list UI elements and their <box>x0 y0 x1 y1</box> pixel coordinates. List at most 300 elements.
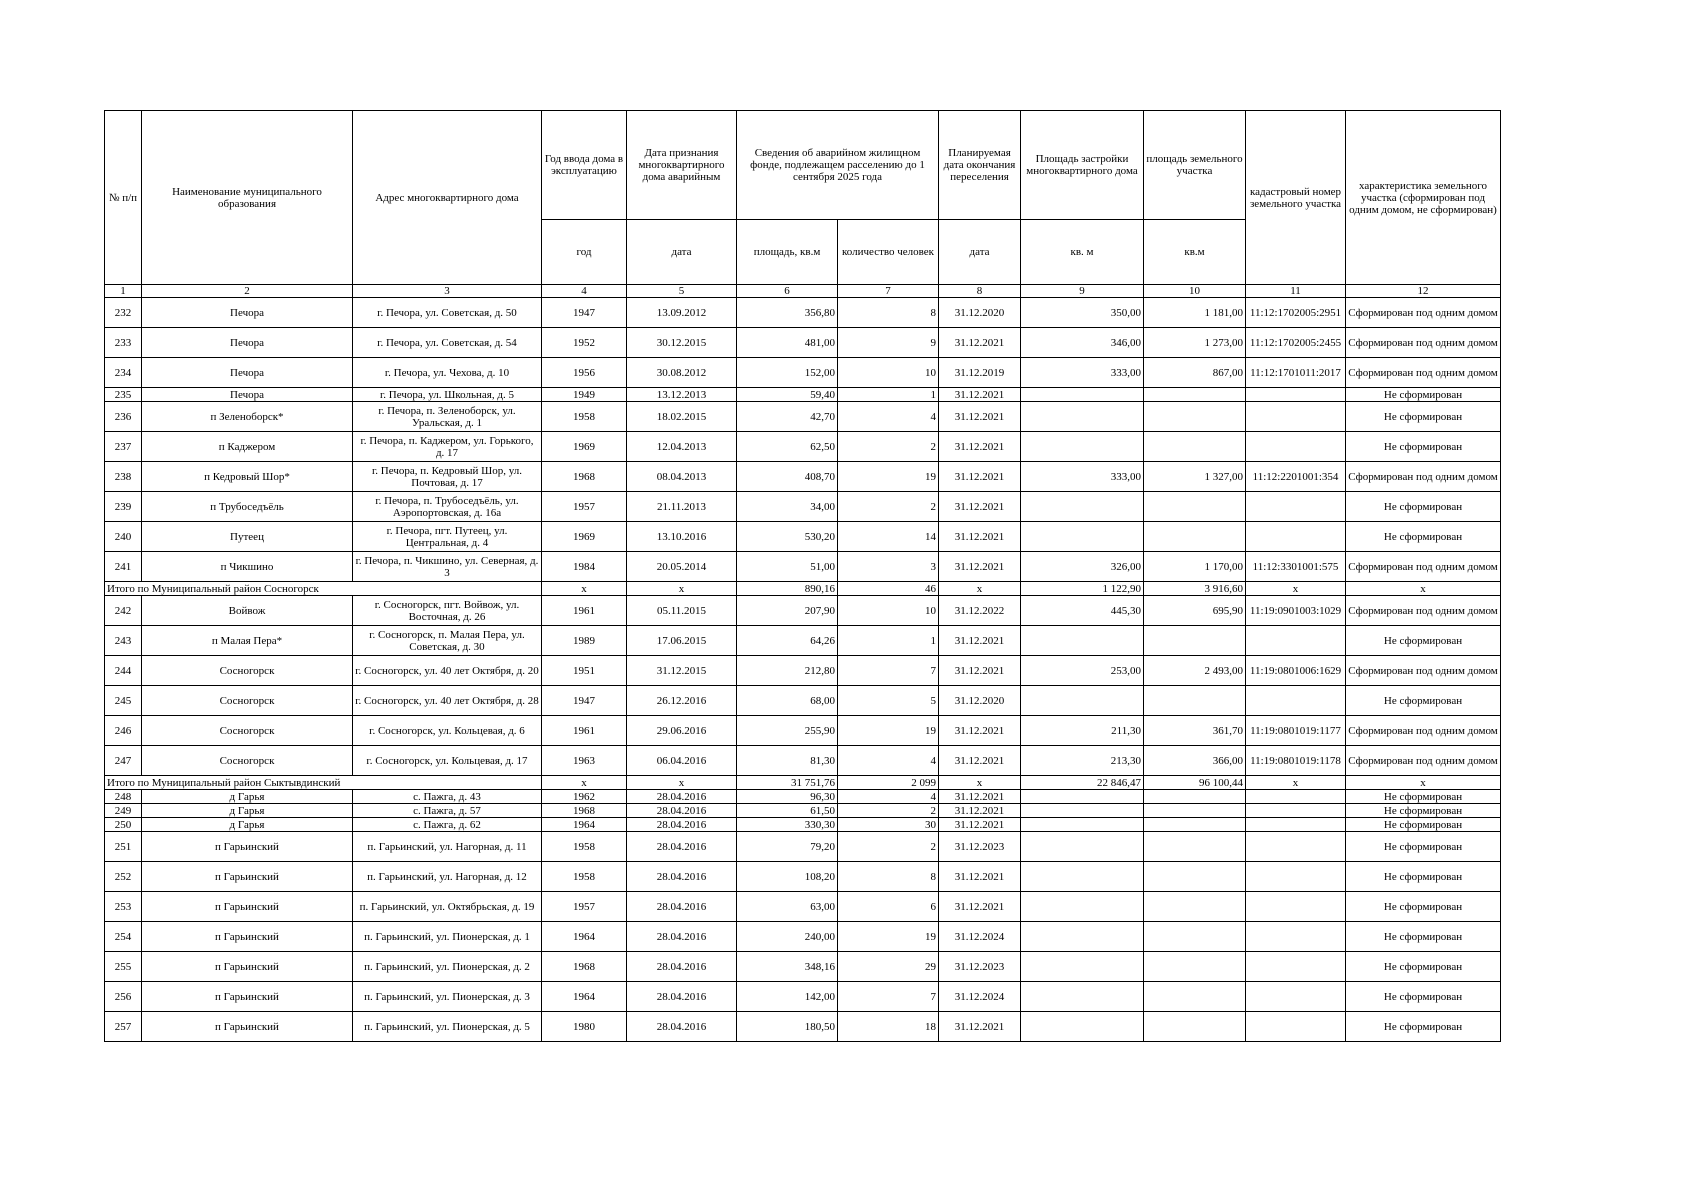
area-cell: 180,50 <box>737 1012 838 1042</box>
land-area-cell: 361,70 <box>1144 716 1246 746</box>
year-cell: 1957 <box>542 492 627 522</box>
header-land-char: характеристика земельного участка (сформирован под одним домом, не сформирован) <box>1346 111 1501 285</box>
area-cell: 348,16 <box>737 952 838 982</box>
land-area-cell <box>1144 402 1246 432</box>
planned-date-cell: 31.12.2023 <box>939 832 1021 862</box>
address-cell: п. Гарьинский, ул. Октябрьская, д. 19 <box>353 892 542 922</box>
row-number: 242 <box>105 596 142 626</box>
total-cell: x <box>1246 776 1346 790</box>
table-row <box>105 522 1501 552</box>
land-area-cell <box>1144 818 1246 832</box>
cadastral-cell: 11:12:1702005:2455 <box>1246 328 1346 358</box>
land-char-cell: Сформирован под одним домом <box>1346 462 1501 492</box>
row-number: 238 <box>105 462 142 492</box>
year-cell: 1984 <box>542 552 627 582</box>
people-cell: 4 <box>838 790 939 804</box>
row-number: 241 <box>105 552 142 582</box>
total-cell: 96 100,44 <box>1144 776 1246 790</box>
date-cell: 06.04.2016 <box>627 746 737 776</box>
build-area-cell <box>1021 982 1144 1012</box>
municipality-cell: д Гарья <box>142 790 353 804</box>
date-cell: 26.12.2016 <box>627 686 737 716</box>
table-row <box>105 298 1501 328</box>
municipality-cell: п Зеленоборск* <box>142 402 353 432</box>
area-cell: 34,00 <box>737 492 838 522</box>
people-cell: 4 <box>838 746 939 776</box>
year-cell: 1952 <box>542 328 627 358</box>
header-planned-end: Планируемая дата окончания переселения <box>939 111 1021 220</box>
planned-date-cell: 31.12.2021 <box>939 892 1021 922</box>
row-number: 239 <box>105 492 142 522</box>
header-build-area: Площадь застройки многоквартирного дома <box>1021 111 1144 220</box>
land-area-cell: 1 273,00 <box>1144 328 1246 358</box>
land-area-cell: 1 170,00 <box>1144 552 1246 582</box>
planned-date-cell: 31.12.2021 <box>939 804 1021 818</box>
table-row <box>105 892 1501 922</box>
cadastral-cell: 11:19:0801006:1629 <box>1246 656 1346 686</box>
area-cell: 63,00 <box>737 892 838 922</box>
date-cell: 28.04.2016 <box>627 952 737 982</box>
land-char-cell: Сформирован под одним домом <box>1346 656 1501 686</box>
area-cell: 142,00 <box>737 982 838 1012</box>
total-cell: 3 916,60 <box>1144 582 1246 596</box>
date-cell: 13.10.2016 <box>627 522 737 552</box>
people-cell: 2 <box>838 492 939 522</box>
planned-date-cell: 31.12.2023 <box>939 952 1021 982</box>
year-cell: 1964 <box>542 922 627 952</box>
cadastral-cell: 11:12:3301001:575 <box>1246 552 1346 582</box>
people-cell: 1 <box>838 626 939 656</box>
row-number: 233 <box>105 328 142 358</box>
row-number: 257 <box>105 1012 142 1042</box>
planned-date-cell: 31.12.2022 <box>939 596 1021 626</box>
land-char-cell: Не сформирован <box>1346 922 1501 952</box>
year-cell: 1969 <box>542 522 627 552</box>
address-cell: г. Сосногорск, ул. 40 лет Октября, д. 28 <box>353 686 542 716</box>
land-char-cell: Сформирован под одним домом <box>1346 298 1501 328</box>
subheader-year: год <box>542 220 627 285</box>
date-cell: 30.08.2012 <box>627 358 737 388</box>
planned-date-cell: 31.12.2024 <box>939 922 1021 952</box>
land-area-cell <box>1144 686 1246 716</box>
date-cell: 21.11.2013 <box>627 492 737 522</box>
people-cell: 4 <box>838 402 939 432</box>
land-area-cell <box>1144 522 1246 552</box>
address-cell: г. Печора, п. Чикшино, ул. Северная, д. 3 <box>353 552 542 582</box>
total-cell: 890,16 <box>737 582 838 596</box>
column-number: 7 <box>838 285 939 298</box>
build-area-cell: 346,00 <box>1021 328 1144 358</box>
land-area-cell: 366,00 <box>1144 746 1246 776</box>
table-row <box>105 596 1501 626</box>
total-cell: 31 751,76 <box>737 776 838 790</box>
address-cell: п. Гарьинский, ул. Пионерская, д. 2 <box>353 952 542 982</box>
municipality-cell: п Гарьинский <box>142 892 353 922</box>
people-cell: 6 <box>838 892 939 922</box>
year-cell: 1968 <box>542 804 627 818</box>
area-cell: 68,00 <box>737 686 838 716</box>
address-cell: г. Сосногорск, ул. Кольцевая, д. 6 <box>353 716 542 746</box>
land-char-cell: Сформирован под одним домом <box>1346 328 1501 358</box>
cadastral-cell <box>1246 862 1346 892</box>
municipality-cell: п Чикшино <box>142 552 353 582</box>
table-row <box>105 790 1501 804</box>
address-cell: п. Гарьинский, ул. Пионерская, д. 5 <box>353 1012 542 1042</box>
people-cell: 1 <box>838 388 939 402</box>
area-cell: 59,40 <box>737 388 838 402</box>
area-cell: 62,50 <box>737 432 838 462</box>
cadastral-cell: 11:12:1701011:2017 <box>1246 358 1346 388</box>
build-area-cell <box>1021 922 1144 952</box>
people-cell: 7 <box>838 982 939 1012</box>
year-cell: 1958 <box>542 832 627 862</box>
cadastral-cell <box>1246 804 1346 818</box>
cadastral-cell <box>1246 1012 1346 1042</box>
land-char-cell: Не сформирован <box>1346 402 1501 432</box>
planned-date-cell: 31.12.2021 <box>939 790 1021 804</box>
planned-date-cell: 31.12.2021 <box>939 402 1021 432</box>
table-row <box>105 952 1501 982</box>
subheader-date: дата <box>627 220 737 285</box>
planned-date-cell: 31.12.2019 <box>939 358 1021 388</box>
land-area-cell: 1 181,00 <box>1144 298 1246 328</box>
table-row <box>105 746 1501 776</box>
table-row <box>105 1012 1501 1042</box>
people-cell: 18 <box>838 1012 939 1042</box>
municipality-cell: п Гарьинский <box>142 1012 353 1042</box>
planned-date-cell: 31.12.2021 <box>939 1012 1021 1042</box>
total-cell: 1 122,90 <box>1021 582 1144 596</box>
people-cell: 7 <box>838 656 939 686</box>
address-cell: п. Гарьинский, ул. Нагорная, д. 12 <box>353 862 542 892</box>
total-cell: x <box>1346 776 1501 790</box>
row-number: 255 <box>105 952 142 982</box>
area-cell: 408,70 <box>737 462 838 492</box>
date-cell: 28.04.2016 <box>627 790 737 804</box>
cadastral-cell <box>1246 388 1346 402</box>
row-number: 234 <box>105 358 142 388</box>
cadastral-cell <box>1246 790 1346 804</box>
build-area-cell <box>1021 626 1144 656</box>
date-cell: 28.04.2016 <box>627 862 737 892</box>
column-number: 1 <box>105 285 142 298</box>
land-char-cell: Не сформирован <box>1346 522 1501 552</box>
land-area-cell: 1 327,00 <box>1144 462 1246 492</box>
area-cell: 81,30 <box>737 746 838 776</box>
land-char-cell: Не сформирован <box>1346 804 1501 818</box>
people-cell: 8 <box>838 298 939 328</box>
row-number: 232 <box>105 298 142 328</box>
total-label: Итого по Муниципальный район Сосногорск <box>105 582 542 596</box>
build-area-cell <box>1021 818 1144 832</box>
total-cell: x <box>627 776 737 790</box>
table-row <box>105 402 1501 432</box>
cadastral-cell: 11:19:0801019:1177 <box>1246 716 1346 746</box>
row-number: 247 <box>105 746 142 776</box>
year-cell: 1968 <box>542 952 627 982</box>
subheader-people: количество человек <box>838 220 939 285</box>
date-cell: 13.12.2013 <box>627 388 737 402</box>
table-row <box>105 656 1501 686</box>
land-char-cell: Не сформирован <box>1346 790 1501 804</box>
build-area-cell: 253,00 <box>1021 656 1144 686</box>
row-number: 253 <box>105 892 142 922</box>
cadastral-cell <box>1246 952 1346 982</box>
build-area-cell <box>1021 892 1144 922</box>
build-area-cell <box>1021 402 1144 432</box>
address-cell: г. Печора, пгт. Путеец, ул. Центральная, д. 4 <box>353 522 542 552</box>
municipality-cell: Печора <box>142 328 353 358</box>
planned-date-cell: 31.12.2020 <box>939 686 1021 716</box>
area-cell: 64,26 <box>737 626 838 656</box>
land-char-cell: Не сформирован <box>1346 388 1501 402</box>
cadastral-cell <box>1246 626 1346 656</box>
area-cell: 356,80 <box>737 298 838 328</box>
land-area-cell <box>1144 952 1246 982</box>
date-cell: 05.11.2015 <box>627 596 737 626</box>
table-row <box>105 922 1501 952</box>
table-row <box>105 818 1501 832</box>
land-area-cell <box>1144 982 1246 1012</box>
land-area-cell <box>1144 388 1246 402</box>
municipality-cell: Печора <box>142 298 353 328</box>
municipality-cell: Сосногорск <box>142 746 353 776</box>
build-area-cell <box>1021 686 1144 716</box>
build-area-cell <box>1021 522 1144 552</box>
header-npp: № п/п <box>105 111 142 285</box>
build-area-cell: 333,00 <box>1021 462 1144 492</box>
planned-date-cell: 31.12.2024 <box>939 982 1021 1012</box>
planned-date-cell: 31.12.2021 <box>939 522 1021 552</box>
cadastral-cell: 11:12:2201001:354 <box>1246 462 1346 492</box>
row-number: 236 <box>105 402 142 432</box>
people-cell: 19 <box>838 462 939 492</box>
row-number: 250 <box>105 818 142 832</box>
address-cell: с. Пажга, д. 57 <box>353 804 542 818</box>
year-cell: 1968 <box>542 462 627 492</box>
total-cell: x <box>627 582 737 596</box>
address-cell: г. Сосногорск, ул. Кольцевая, д. 17 <box>353 746 542 776</box>
address-cell: г. Печора, п. Зеленоборск, ул. Уральская, д. 1 <box>353 402 542 432</box>
address-cell: г. Печора, п. Кедровый Шор, ул. Почтовая, д. 17 <box>353 462 542 492</box>
planned-date-cell: 31.12.2020 <box>939 298 1021 328</box>
land-char-cell: Не сформирован <box>1346 432 1501 462</box>
people-cell: 19 <box>838 716 939 746</box>
year-cell: 1964 <box>542 982 627 1012</box>
municipality-cell: п Каджером <box>142 432 353 462</box>
land-area-cell: 695,90 <box>1144 596 1246 626</box>
year-cell: 1989 <box>542 626 627 656</box>
row-number: 240 <box>105 522 142 552</box>
area-cell: 255,90 <box>737 716 838 746</box>
table-row <box>105 432 1501 462</box>
address-cell: п. Гарьинский, ул. Пионерская, д. 1 <box>353 922 542 952</box>
build-area-cell <box>1021 790 1144 804</box>
header-emergency-fund: Сведения об аварийном жилищном фонде, подлежащем расселению до 1 сентября 2025 года <box>737 111 939 220</box>
area-cell: 61,50 <box>737 804 838 818</box>
row-number: 246 <box>105 716 142 746</box>
row-number: 249 <box>105 804 142 818</box>
year-cell: 1980 <box>542 1012 627 1042</box>
address-cell: п. Гарьинский, ул. Пионерская, д. 3 <box>353 982 542 1012</box>
row-number: 237 <box>105 432 142 462</box>
subheader-sqm: кв. м <box>1021 220 1144 285</box>
cadastral-cell <box>1246 402 1346 432</box>
year-cell: 1957 <box>542 892 627 922</box>
date-cell: 30.12.2015 <box>627 328 737 358</box>
column-number-row <box>105 285 1501 298</box>
year-cell: 1956 <box>542 358 627 388</box>
cadastral-cell <box>1246 686 1346 716</box>
municipality-cell: п Гарьинский <box>142 982 353 1012</box>
address-cell: с. Пажга, д. 62 <box>353 818 542 832</box>
people-cell: 5 <box>838 686 939 716</box>
land-area-cell <box>1144 892 1246 922</box>
area-cell: 530,20 <box>737 522 838 552</box>
year-cell: 1969 <box>542 432 627 462</box>
cadastral-cell <box>1246 818 1346 832</box>
column-number: 11 <box>1246 285 1346 298</box>
build-area-cell <box>1021 862 1144 892</box>
land-char-cell: Не сформирован <box>1346 832 1501 862</box>
land-area-cell <box>1144 432 1246 462</box>
land-char-cell: Сформирован под одним домом <box>1346 746 1501 776</box>
date-cell: 18.02.2015 <box>627 402 737 432</box>
municipality-cell: Сосногорск <box>142 716 353 746</box>
planned-date-cell: 31.12.2021 <box>939 716 1021 746</box>
municipality-cell: п Малая Пера* <box>142 626 353 656</box>
area-cell: 42,70 <box>737 402 838 432</box>
header-municipality: Наименование муниципального образования <box>142 111 353 285</box>
column-number: 8 <box>939 285 1021 298</box>
planned-date-cell: 31.12.2021 <box>939 462 1021 492</box>
table-row <box>105 388 1501 402</box>
cadastral-cell <box>1246 492 1346 522</box>
planned-date-cell: 31.12.2021 <box>939 328 1021 358</box>
table-row <box>105 832 1501 862</box>
land-area-cell <box>1144 492 1246 522</box>
land-char-cell: Не сформирован <box>1346 892 1501 922</box>
date-cell: 20.05.2014 <box>627 552 737 582</box>
land-char-cell: Не сформирован <box>1346 862 1501 892</box>
date-cell: 29.06.2016 <box>627 716 737 746</box>
date-cell: 28.04.2016 <box>627 832 737 862</box>
date-cell: 28.04.2016 <box>627 818 737 832</box>
year-cell: 1964 <box>542 818 627 832</box>
build-area-cell: 326,00 <box>1021 552 1144 582</box>
row-number: 256 <box>105 982 142 1012</box>
address-cell: г. Печора, ул. Советская, д. 50 <box>353 298 542 328</box>
address-cell: г. Печора, ул. Чехова, д. 10 <box>353 358 542 388</box>
subheader-date2: дата <box>939 220 1021 285</box>
municipality-cell: д Гарья <box>142 804 353 818</box>
build-area-cell <box>1021 832 1144 862</box>
municipality-cell: Сосногорск <box>142 656 353 686</box>
people-cell: 29 <box>838 952 939 982</box>
address-cell: г. Печора, ул. Школьная, д. 5 <box>353 388 542 402</box>
year-cell: 1951 <box>542 656 627 686</box>
people-cell: 2 <box>838 432 939 462</box>
date-cell: 08.04.2013 <box>627 462 737 492</box>
table-row <box>105 982 1501 1012</box>
address-cell: г. Печора, п. Трубоседъёль, ул. Аэропортовская, д. 16а <box>353 492 542 522</box>
total-cell: x <box>939 582 1021 596</box>
total-cell: 2 099 <box>838 776 939 790</box>
column-number: 10 <box>1144 285 1246 298</box>
planned-date-cell: 31.12.2021 <box>939 492 1021 522</box>
table-row <box>105 492 1501 522</box>
land-area-cell <box>1144 804 1246 818</box>
year-cell: 1963 <box>542 746 627 776</box>
table-row <box>105 804 1501 818</box>
build-area-cell: 333,00 <box>1021 358 1144 388</box>
cadastral-cell <box>1246 832 1346 862</box>
land-char-cell: Не сформирован <box>1346 1012 1501 1042</box>
people-cell: 14 <box>838 522 939 552</box>
year-cell: 1962 <box>542 790 627 804</box>
column-number: 5 <box>627 285 737 298</box>
row-number: 248 <box>105 790 142 804</box>
total-cell: 22 846,47 <box>1021 776 1144 790</box>
planned-date-cell: 31.12.2021 <box>939 656 1021 686</box>
row-number: 251 <box>105 832 142 862</box>
cadastral-cell: 11:19:0901003:1029 <box>1246 596 1346 626</box>
land-area-cell: 2 493,00 <box>1144 656 1246 686</box>
year-cell: 1958 <box>542 402 627 432</box>
municipality-cell: Печора <box>142 358 353 388</box>
cadastral-cell <box>1246 982 1346 1012</box>
municipality-cell: п Гарьинский <box>142 922 353 952</box>
table-row <box>105 626 1501 656</box>
header-land-area: площадь земельного участка <box>1144 111 1246 220</box>
build-area-cell <box>1021 388 1144 402</box>
address-cell: п. Гарьинский, ул. Нагорная, д. 11 <box>353 832 542 862</box>
people-cell: 8 <box>838 862 939 892</box>
total-cell: 46 <box>838 582 939 596</box>
address-cell: г. Печора, п. Каджером, ул. Горького, д. 17 <box>353 432 542 462</box>
build-area-cell <box>1021 952 1144 982</box>
land-area-cell: 867,00 <box>1144 358 1246 388</box>
column-number: 6 <box>737 285 838 298</box>
date-cell: 28.04.2016 <box>627 804 737 818</box>
date-cell: 13.09.2012 <box>627 298 737 328</box>
land-char-cell: Не сформирован <box>1346 686 1501 716</box>
date-cell: 28.04.2016 <box>627 1012 737 1042</box>
row-number: 235 <box>105 388 142 402</box>
table-row <box>105 462 1501 492</box>
municipality-cell: п Трубоседъёль <box>142 492 353 522</box>
total-row <box>105 776 1501 790</box>
header-year-built: Год ввода дома в эксплуатацию <box>542 111 627 220</box>
year-cell: 1947 <box>542 686 627 716</box>
build-area-cell: 213,30 <box>1021 746 1144 776</box>
planned-date-cell: 31.12.2021 <box>939 626 1021 656</box>
planned-date-cell: 31.12.2021 <box>939 388 1021 402</box>
planned-date-cell: 31.12.2021 <box>939 818 1021 832</box>
land-char-cell: Не сформирован <box>1346 952 1501 982</box>
column-number: 2 <box>142 285 353 298</box>
row-number: 252 <box>105 862 142 892</box>
year-cell: 1961 <box>542 596 627 626</box>
column-number: 9 <box>1021 285 1144 298</box>
planned-date-cell: 31.12.2021 <box>939 552 1021 582</box>
cadastral-cell <box>1246 922 1346 952</box>
planned-date-cell: 31.12.2021 <box>939 432 1021 462</box>
subheader-area: площадь, кв.м <box>737 220 838 285</box>
table-row <box>105 686 1501 716</box>
area-cell: 152,00 <box>737 358 838 388</box>
planned-date-cell: 31.12.2021 <box>939 862 1021 892</box>
